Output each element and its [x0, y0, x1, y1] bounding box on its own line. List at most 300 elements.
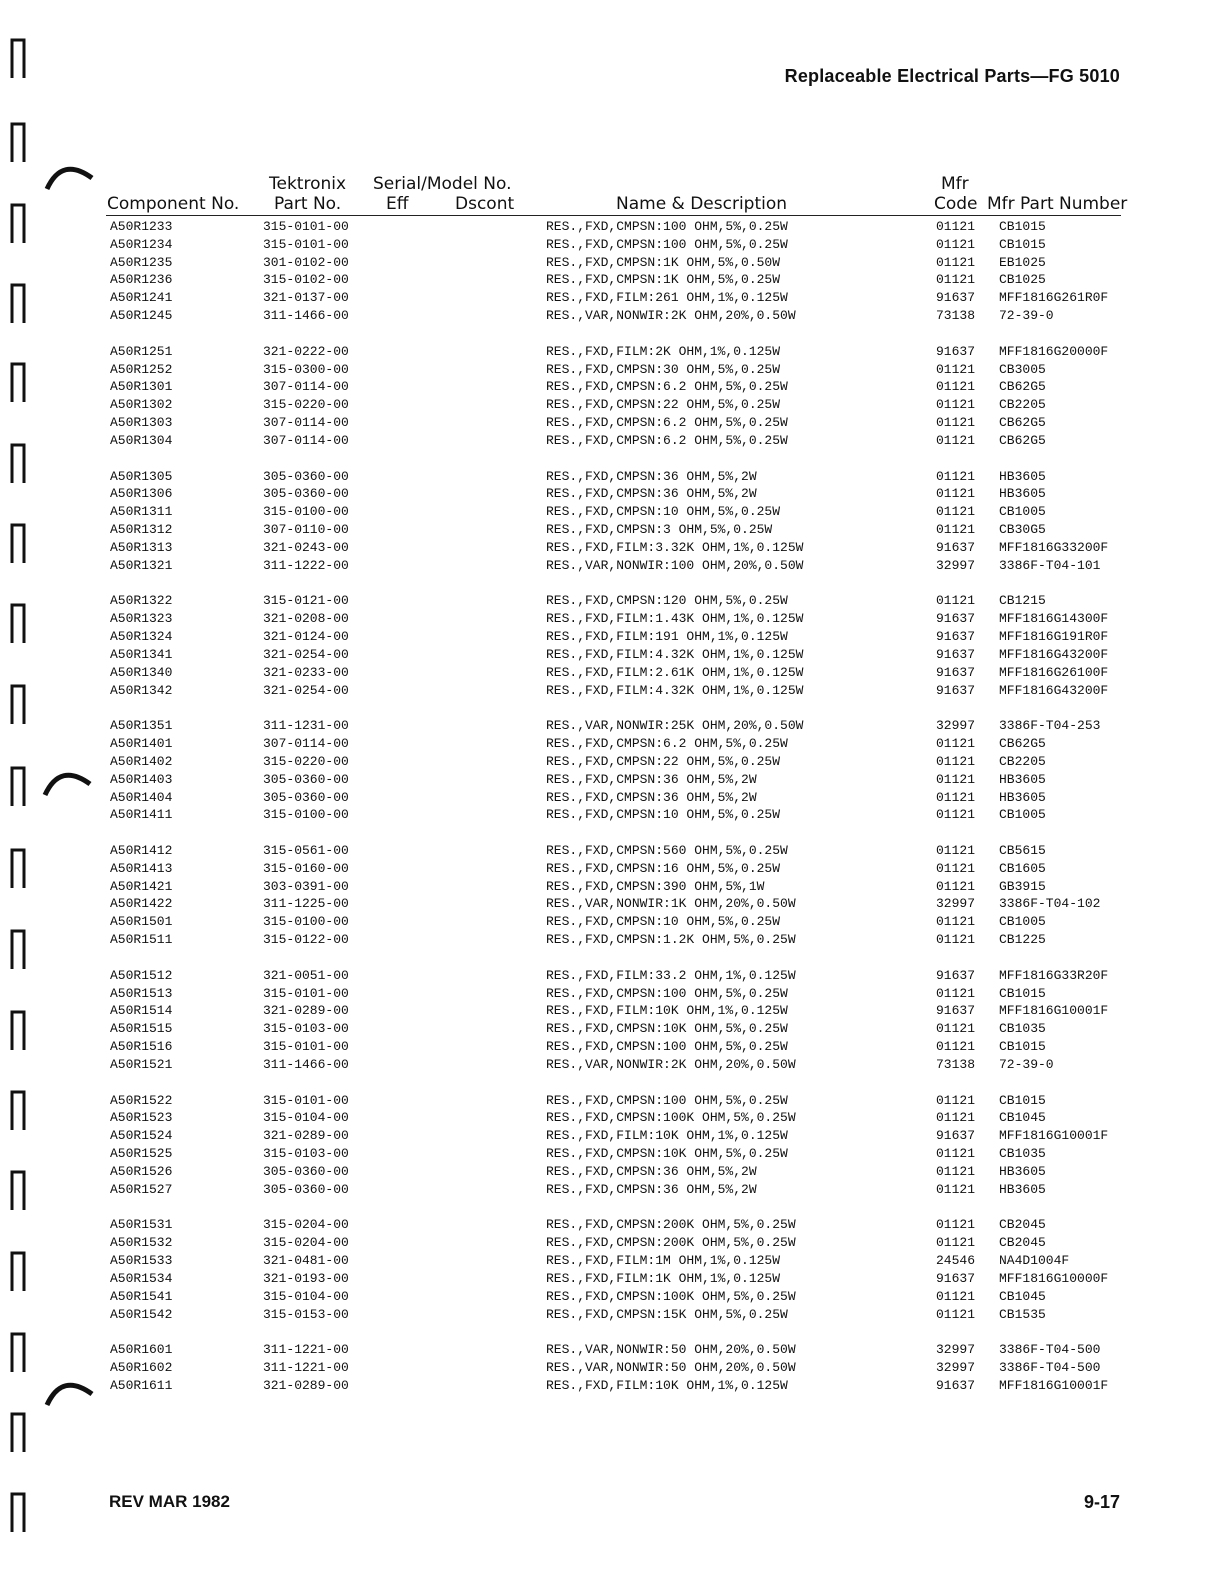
description: RES.,FXD,FILM:261 OHM,1%,0.125W [546, 290, 788, 306]
description: RES.,VAR,NONWIR:50 OHM,20%,0.50W [546, 1342, 796, 1358]
component-no: A50R1341 [110, 646, 173, 662]
mfr-code: 32997 [936, 1342, 976, 1358]
component-no: A50R1303 [110, 415, 173, 431]
mfr-code: 91637 [936, 664, 976, 680]
component-no: A50R1252 [110, 361, 173, 377]
description: RES.,FXD,CMPSN:15K OHM,5%,0.25W [546, 1306, 788, 1322]
mfr-part-number: MFF1816G10001F [999, 1003, 1109, 1019]
component-no: A50R1413 [110, 860, 173, 876]
mfr-part-number: MFF1816G261R0F [999, 290, 1109, 306]
component-no: A50R1236 [110, 272, 173, 288]
component-no: A50R1601 [110, 1342, 173, 1358]
component-no: A50R1501 [110, 914, 173, 930]
mfr-part-number: CB1225 [999, 932, 1046, 948]
table-row [0, 1020, 1213, 1038]
row-group [0, 842, 1213, 949]
mfr-part-number: CB2205 [999, 753, 1046, 769]
table-row [0, 218, 1213, 236]
mfr-code: 01121 [936, 522, 976, 538]
mfr-part-number: CB1035 [999, 1021, 1046, 1037]
component-no: A50R1404 [110, 789, 173, 805]
component-no: A50R1234 [110, 236, 173, 252]
mfr-part-number: MFF1816G43200F [999, 646, 1109, 662]
column-header-mfr-code: Code [934, 194, 978, 214]
page-header-title: Replaceable Electrical Parts—FG 5010 [784, 66, 1120, 86]
description: RES.,FXD,FILM:10K OHM,1%,0.125W [546, 1377, 788, 1393]
part-no: 305-0360-00 [263, 468, 349, 484]
component-no: A50R1402 [110, 753, 173, 769]
mfr-code: 91637 [936, 682, 976, 698]
part-no: 315-0103-00 [263, 1146, 349, 1162]
component-no: A50R1323 [110, 611, 173, 627]
part-no: 321-0208-00 [263, 611, 349, 627]
part-no: 311-1231-00 [263, 718, 349, 734]
mfr-code: 01121 [936, 397, 976, 413]
column-header-name-description: Name & Description [616, 194, 788, 214]
part-no: 321-0254-00 [263, 682, 349, 698]
description: RES.,FXD,CMPSN:36 OHM,5%,2W [546, 1163, 757, 1179]
binder-mark [10, 1492, 26, 1532]
table-row [0, 254, 1213, 272]
component-no: A50R1542 [110, 1306, 173, 1322]
mfr-part-number: MFF1816G20000F [999, 343, 1109, 359]
group-spacer [0, 325, 1213, 343]
component-no: A50R1340 [110, 664, 173, 680]
table-row [0, 1270, 1213, 1288]
mfr-code: 01121 [936, 432, 976, 448]
description: RES.,FXD,CMPSN:120 OHM,5%,0.25W [546, 593, 788, 609]
mfr-part-number: CB62G5 [999, 432, 1046, 448]
mfr-part-number: CB1005 [999, 807, 1046, 823]
mfr-part-number: CB5615 [999, 842, 1046, 858]
column-header-serial-model: Serial/Model No. [373, 174, 512, 194]
mfr-part-number: 3386F-T04-101 [999, 557, 1101, 573]
table-row [0, 806, 1213, 824]
part-no: 315-0100-00 [263, 914, 349, 930]
component-no: A50R1527 [110, 1181, 173, 1197]
table-row [0, 1377, 1213, 1395]
mfr-code: 01121 [936, 254, 976, 270]
component-no: A50R1516 [110, 1039, 173, 1055]
mfr-code: 01121 [936, 1163, 976, 1179]
table-row [0, 396, 1213, 414]
component-no: A50R1324 [110, 629, 173, 645]
mfr-part-number: HB3605 [999, 468, 1046, 484]
table-row [0, 860, 1213, 878]
mfr-code: 01121 [936, 1039, 976, 1055]
description: RES.,VAR,NONWIR:50 OHM,20%,0.50W [546, 1360, 796, 1375]
mfr-code: 91637 [936, 611, 976, 627]
part-no: 321-0124-00 [263, 629, 349, 645]
component-no: A50R1512 [110, 967, 173, 983]
mfr-code: 91637 [936, 967, 976, 983]
description: RES.,FXD,FILM:4.32K OHM,1%,0.125W [546, 682, 804, 698]
mfr-code: 24546 [936, 1253, 976, 1269]
mfr-code: 73138 [936, 308, 976, 324]
component-no: A50R1301 [110, 379, 173, 395]
description: RES.,FXD,CMPSN:22 OHM,5%,0.25W [546, 753, 781, 769]
table-row [0, 646, 1213, 664]
part-no: 315-0104-00 [263, 1288, 349, 1304]
description: RES.,FXD,CMPSN:36 OHM,5%,2W [546, 771, 757, 787]
part-no: 305-0360-00 [263, 486, 349, 502]
table-row [0, 664, 1213, 682]
part-no: 305-0360-00 [263, 771, 349, 787]
description: RES.,FXD,CMPSN:36 OHM,5%,2W [546, 468, 757, 484]
mfr-part-number: HB3605 [999, 1181, 1046, 1197]
table-row [0, 895, 1213, 913]
description: RES.,FXD,CMPSN:100 OHM,5%,0.25W [546, 1092, 788, 1108]
description: RES.,FXD,CMPSN:10K OHM,5%,0.25W [546, 1021, 788, 1037]
column-header-dscont: Dscont [455, 194, 515, 214]
table-row [0, 842, 1213, 860]
mfr-code: 01121 [936, 736, 976, 752]
mfr-code: 91637 [936, 539, 976, 555]
part-no: 315-0121-00 [263, 593, 349, 609]
column-header-component: Component No. [107, 194, 240, 214]
part-no: 315-0104-00 [263, 1110, 349, 1126]
mfr-code: 01121 [936, 807, 976, 823]
description: RES.,FXD,FILM:1.43K OHM,1%,0.125W [546, 611, 804, 627]
table-row [0, 1234, 1213, 1252]
mfr-code: 32997 [936, 557, 976, 573]
mfr-code: 01121 [936, 753, 976, 769]
part-no: 311-1466-00 [263, 1056, 349, 1072]
mfr-part-number: CB1005 [999, 504, 1046, 520]
mfr-code: 01121 [936, 468, 976, 484]
description: RES.,FXD,CMPSN:6.2 OHM,5%,0.25W [546, 379, 788, 395]
table-row [0, 1341, 1213, 1359]
component-no: A50R1305 [110, 468, 173, 484]
description: RES.,FXD,CMPSN:10 OHM,5%,0.25W [546, 504, 781, 520]
table-row [0, 378, 1213, 396]
description: RES.,FXD,CMPSN:100 OHM,5%,0.25W [546, 985, 788, 1001]
table-row [0, 628, 1213, 646]
part-no: 307-0110-00 [263, 522, 349, 538]
component-no: A50R1541 [110, 1288, 173, 1304]
group-spacer [0, 1323, 1213, 1341]
table-row [0, 1092, 1213, 1110]
part-no: 315-0204-00 [263, 1235, 349, 1251]
part-no: 321-0051-00 [263, 967, 349, 983]
binder-mark [10, 1412, 26, 1452]
table-row [0, 521, 1213, 539]
mfr-part-number: CB2045 [999, 1217, 1046, 1233]
description: RES.,FXD,CMPSN:30 OHM,5%,0.25W [546, 361, 781, 377]
binder-mark [10, 122, 26, 162]
mfr-code: 01121 [936, 914, 976, 930]
description: RES.,FXD,CMPSN:1K OHM,5%,0.50W [546, 254, 781, 270]
mfr-part-number: CB2205 [999, 397, 1046, 413]
description: RES.,FXD,FILM:4.32K OHM,1%,0.125W [546, 646, 804, 662]
component-no: A50R1421 [110, 878, 173, 894]
mfr-part-number: 72-39-0 [999, 308, 1054, 324]
column-header-mfr-part-number: Mfr Part Number [987, 194, 1128, 214]
part-no: 321-0289-00 [263, 1128, 349, 1144]
row-group [0, 218, 1213, 325]
table-row [0, 1127, 1213, 1145]
table-row [0, 1109, 1213, 1127]
mfr-part-number: CB1025 [999, 272, 1046, 288]
description: RES.,FXD,CMPSN:100K OHM,5%,0.25W [546, 1110, 796, 1126]
table-row [0, 343, 1213, 361]
description: RES.,VAR,NONWIR:25K OHM,20%,0.50W [546, 718, 804, 734]
mfr-part-number: MFF1816G10001F [999, 1128, 1109, 1144]
mfr-part-number: 3386F-T04-253 [999, 718, 1101, 734]
mfr-code: 01121 [936, 860, 976, 876]
mfr-code: 91637 [936, 1003, 976, 1019]
column-header-tektronix: Tektronix [269, 174, 347, 194]
group-spacer [0, 699, 1213, 717]
table-row [0, 1145, 1213, 1163]
mfr-part-number: MFF1816G33R20F [999, 967, 1109, 983]
component-no: A50R1532 [110, 1235, 173, 1251]
mfr-part-number: HB3605 [999, 789, 1046, 805]
description: RES.,FXD,CMPSN:100 OHM,5%,0.25W [546, 219, 788, 234]
component-no: A50R1241 [110, 290, 173, 306]
mfr-part-number: 3386F-T04-500 [999, 1342, 1101, 1358]
component-no: A50R1513 [110, 985, 173, 1001]
part-no: 305-0360-00 [263, 1163, 349, 1179]
table-row [0, 592, 1213, 610]
mfr-part-number: CB1015 [999, 1039, 1046, 1055]
component-no: A50R1422 [110, 896, 173, 912]
description: RES.,FXD,CMPSN:22 OHM,5%,0.25W [546, 397, 781, 413]
description: RES.,FXD,CMPSN:10 OHM,5%,0.25W [546, 914, 781, 930]
description: RES.,FXD,CMPSN:36 OHM,5%,2W [546, 789, 757, 805]
mfr-code: 01121 [936, 486, 976, 502]
table-row [0, 1216, 1213, 1234]
part-no: 305-0360-00 [263, 789, 349, 805]
part-no: 315-0102-00 [263, 272, 349, 288]
row-group [0, 717, 1213, 824]
mfr-code: 91637 [936, 290, 976, 306]
mfr-code: 01121 [936, 593, 976, 609]
mfr-part-number: CB2045 [999, 1235, 1046, 1251]
table-row [0, 913, 1213, 931]
part-no: 315-0153-00 [263, 1306, 349, 1322]
description: RES.,VAR,NONWIR:2K OHM,20%,0.50W [546, 308, 796, 324]
mfr-part-number: MFF1816G191R0F [999, 629, 1109, 645]
description: RES.,FXD,CMPSN:1.2K OHM,5%,0.25W [546, 932, 796, 948]
description: RES.,FXD,CMPSN:390 OHM,5%,1W [546, 878, 765, 894]
component-no: A50R1245 [110, 308, 173, 324]
part-no: 307-0114-00 [263, 379, 349, 395]
table-row [0, 931, 1213, 949]
table-row [0, 503, 1213, 521]
mfr-code: 91637 [936, 343, 976, 359]
component-no: A50R1302 [110, 397, 173, 413]
mfr-code: 01121 [936, 1021, 976, 1037]
table-row [0, 735, 1213, 753]
table-row [0, 967, 1213, 985]
mfr-part-number: CB1015 [999, 236, 1046, 252]
mfr-code: 01121 [936, 1235, 976, 1251]
table-row [0, 1359, 1213, 1377]
part-no: 315-0220-00 [263, 397, 349, 413]
mfr-code: 32997 [936, 718, 976, 734]
mfr-code: 01121 [936, 1110, 976, 1126]
group-spacer [0, 824, 1213, 842]
part-no: 307-0114-00 [263, 415, 349, 431]
component-no: A50R1311 [110, 504, 173, 520]
mfr-part-number: 72-39-0 [999, 1056, 1054, 1072]
part-no: 315-0122-00 [263, 932, 349, 948]
description: RES.,FXD,FILM:1K OHM,1%,0.125W [546, 1270, 781, 1286]
description: RES.,FXD,CMPSN:6.2 OHM,5%,0.25W [546, 415, 788, 431]
mfr-part-number: EB1025 [999, 254, 1046, 270]
binder-ring-arc [44, 156, 96, 192]
mfr-part-number: CB30G5 [999, 522, 1046, 538]
row-group [0, 967, 1213, 1074]
mfr-code: 01121 [936, 771, 976, 787]
row-group [0, 1092, 1213, 1199]
component-no: A50R1611 [110, 1377, 173, 1393]
mfr-part-number: CB1015 [999, 985, 1046, 1001]
mfr-code: 01121 [936, 878, 976, 894]
mfr-code: 73138 [936, 1056, 976, 1072]
component-no: A50R1321 [110, 557, 173, 573]
row-group [0, 1341, 1213, 1394]
component-no: A50R1412 [110, 842, 173, 858]
mfr-part-number: CB1045 [999, 1110, 1046, 1126]
component-no: A50R1534 [110, 1270, 173, 1286]
header-rule [106, 215, 1121, 216]
part-no: 321-0193-00 [263, 1270, 349, 1286]
component-no: A50R1351 [110, 718, 173, 734]
mfr-code: 91637 [936, 629, 976, 645]
group-spacer [0, 1199, 1213, 1217]
table-row [0, 771, 1213, 789]
description: RES.,FXD,FILM:2.61K OHM,1%,0.125W [546, 664, 804, 680]
mfr-code: 01121 [936, 1146, 976, 1162]
part-no: 315-0160-00 [263, 860, 349, 876]
table-row [0, 789, 1213, 807]
group-spacer [0, 949, 1213, 967]
mfr-part-number: CB1015 [999, 219, 1046, 234]
mfr-code: 01121 [936, 1306, 976, 1322]
description: RES.,FXD,FILM:3.32K OHM,1%,0.125W [546, 539, 804, 555]
part-no: 311-1225-00 [263, 896, 349, 912]
part-no: 321-0254-00 [263, 646, 349, 662]
description: RES.,FXD,CMPSN:16 OHM,5%,0.25W [546, 860, 781, 876]
component-no: A50R1304 [110, 432, 173, 448]
part-no: 315-0101-00 [263, 236, 349, 252]
component-no: A50R1522 [110, 1092, 173, 1108]
description: RES.,FXD,FILM:10K OHM,1%,0.125W [546, 1128, 788, 1144]
component-no: A50R1403 [110, 771, 173, 787]
part-no: 321-0137-00 [263, 290, 349, 306]
component-no: A50R1322 [110, 593, 173, 609]
component-no: A50R1524 [110, 1128, 173, 1144]
mfr-part-number: HB3605 [999, 1163, 1046, 1179]
mfr-part-number: MFF1816G43200F [999, 682, 1109, 698]
description: RES.,FXD,CMPSN:36 OHM,5%,2W [546, 1181, 757, 1197]
mfr-code: 01121 [936, 985, 976, 1001]
description: RES.,FXD,CMPSN:200K OHM,5%,0.25W [546, 1217, 796, 1233]
group-spacer [0, 450, 1213, 468]
table-row [0, 1306, 1213, 1324]
component-no: A50R1514 [110, 1003, 173, 1019]
part-no: 321-0233-00 [263, 664, 349, 680]
mfr-code: 01121 [936, 1288, 976, 1304]
component-no: A50R1525 [110, 1146, 173, 1162]
component-no: A50R1251 [110, 343, 173, 359]
description: RES.,FXD,FILM:191 OHM,1%,0.125W [546, 629, 788, 645]
part-no: 321-0289-00 [263, 1377, 349, 1393]
table-row [0, 1181, 1213, 1199]
mfr-code: 91637 [936, 646, 976, 662]
mfr-code: 01121 [936, 932, 976, 948]
mfr-part-number: CB62G5 [999, 736, 1046, 752]
mfr-code: 01121 [936, 789, 976, 805]
description: RES.,FXD,CMPSN:6.2 OHM,5%,0.25W [546, 432, 788, 448]
description: RES.,VAR,NONWIR:2K OHM,20%,0.50W [546, 1056, 796, 1072]
mfr-code: 91637 [936, 1270, 976, 1286]
mfr-code: 01121 [936, 1092, 976, 1108]
mfr-part-number: CB1605 [999, 860, 1046, 876]
mfr-part-number: CB3005 [999, 361, 1046, 377]
mfr-part-number: CB1015 [999, 1092, 1046, 1108]
part-no: 311-1221-00 [263, 1342, 349, 1358]
component-no: A50R1342 [110, 682, 173, 698]
part-no: 315-0204-00 [263, 1217, 349, 1233]
binder-mark [10, 38, 26, 78]
table-row [0, 985, 1213, 1003]
part-no: 311-1222-00 [263, 557, 349, 573]
component-no: A50R1411 [110, 807, 173, 823]
component-no: A50R1515 [110, 1021, 173, 1037]
component-no: A50R1523 [110, 1110, 173, 1126]
description: RES.,FXD,FILM:33.2 OHM,1%,0.125W [546, 967, 796, 983]
description: RES.,FXD,CMPSN:6.2 OHM,5%,0.25W [546, 736, 788, 752]
description: RES.,FXD,CMPSN:200K OHM,5%,0.25W [546, 1235, 796, 1251]
description: RES.,FXD,FILM:1M OHM,1%,0.125W [546, 1253, 781, 1269]
component-no: A50R1526 [110, 1163, 173, 1179]
component-no: A50R1533 [110, 1253, 173, 1269]
table-row [0, 307, 1213, 325]
mfr-part-number: CB1535 [999, 1306, 1046, 1322]
mfr-part-number: CB1005 [999, 914, 1046, 930]
part-no: 321-0481-00 [263, 1253, 349, 1269]
mfr-code: 32997 [936, 1360, 976, 1375]
table-row [0, 1163, 1213, 1181]
part-no: 315-0103-00 [263, 1021, 349, 1037]
part-no: 315-0101-00 [263, 1092, 349, 1108]
part-no: 307-0114-00 [263, 432, 349, 448]
mfr-part-number: CB1035 [999, 1146, 1046, 1162]
table-row [0, 271, 1213, 289]
mfr-part-number: 3386F-T04-500 [999, 1360, 1101, 1375]
table-row [0, 1002, 1213, 1020]
part-no: 305-0360-00 [263, 1181, 349, 1197]
table-row [0, 753, 1213, 771]
footer-page-number: 9-17 [1083, 1492, 1120, 1512]
description: RES.,FXD,CMPSN:10 OHM,5%,0.25W [546, 807, 781, 823]
mfr-part-number: CB62G5 [999, 415, 1046, 431]
part-no: 315-0300-00 [263, 361, 349, 377]
mfr-code: 91637 [936, 1377, 976, 1393]
table-row [0, 236, 1213, 254]
part-no: 315-0100-00 [263, 504, 349, 520]
description: RES.,VAR,NONWIR:100 OHM,20%,0.50W [546, 557, 804, 573]
mfr-part-number: NA4D1004F [999, 1253, 1070, 1269]
description: RES.,FXD,CMPSN:100 OHM,5%,0.25W [546, 236, 788, 252]
mfr-part-number: HB3605 [999, 486, 1046, 502]
part-no: 315-0101-00 [263, 985, 349, 1001]
description: RES.,VAR,NONWIR:1K OHM,20%,0.50W [546, 896, 796, 912]
mfr-code: 01121 [936, 842, 976, 858]
